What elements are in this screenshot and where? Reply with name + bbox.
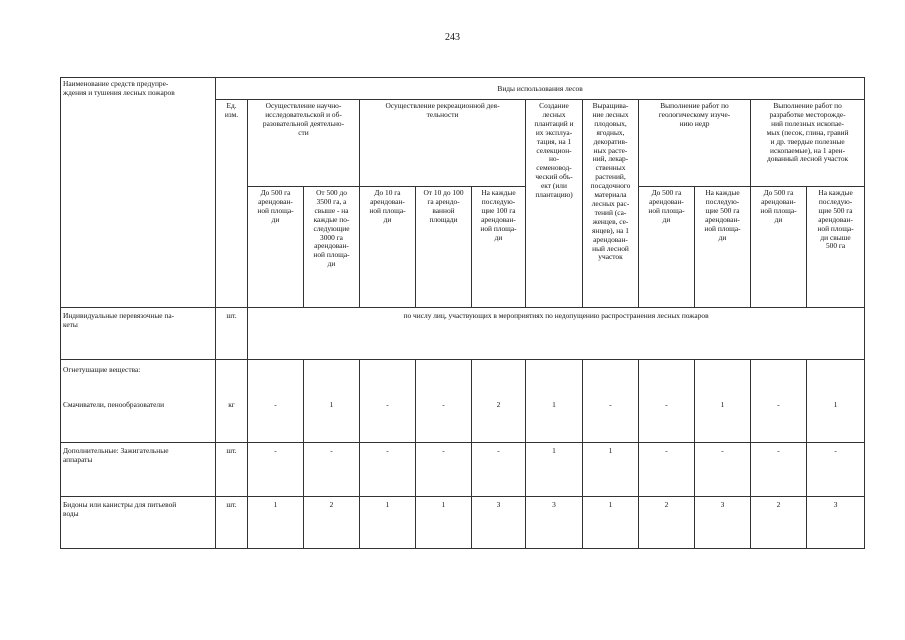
subcol-geology-1: До 500 га арендован- ной площа- ди <box>639 187 695 308</box>
row-packages-merged: по числу лиц, участвующих в мероприятиях по недопущению распространения лесных пожаров <box>248 308 865 360</box>
subcol-geology-2: На каждые последую- щие 500 га арендован- ной площа- ди <box>695 187 751 308</box>
table-cell: - <box>360 360 416 443</box>
subcol-recreation-2: От 10 до 100 га арендо- ванной площади <box>416 187 472 308</box>
page-number: 243 <box>445 32 460 43</box>
table-cell: 2 <box>472 360 526 443</box>
table-cell: 3 <box>807 497 865 549</box>
row-wetting-name <box>61 360 216 443</box>
header-group-research: Осуществление научно- исследовательской и об- разовательной деятельно- сти <box>248 100 360 187</box>
subcol-recreation-3: На каждые последую- щие 100 га арендован- ной площа- ди <box>472 187 526 308</box>
table-cell: 1 <box>526 360 583 443</box>
table-cell: 1 <box>304 360 360 443</box>
subcol-research-1: До 500 га арендован- ной площа- ди <box>248 187 304 308</box>
table-cell: 1 <box>526 443 583 497</box>
subcol-mining-1: До 500 га арендован- ной площа- ди <box>751 187 807 308</box>
table-cell: 1 <box>695 360 751 443</box>
table-cell: 1 <box>583 443 639 497</box>
table-cell: - <box>639 360 695 443</box>
table-cell: 2 <box>639 497 695 549</box>
header-group-recreation: Осуществление рекреационной дея- тельности <box>360 100 526 187</box>
table-cell: - <box>695 443 751 497</box>
table-cell: 3 <box>695 497 751 549</box>
table-cell: - <box>416 360 472 443</box>
header-group-mining: Выполнение работ по разработке месторожде- ний полезных ископае- мых (песок, глина, гравий и др. твердые полезные ископаемые), на 1 арен- дованный лесной участок <box>751 100 865 187</box>
table-cell: - <box>304 443 360 497</box>
row-packages-name: Индивидуальные перевязочные па- кеты <box>61 308 216 360</box>
header-group-title: Виды использования лесов <box>216 78 865 100</box>
header-group-plantations: Создание лесных плантаций и их эксплуа- тация, на 1 селекцион- но- семеновод- ческий объ- ект (или плантацию) <box>526 100 583 308</box>
table-cell: - <box>751 360 807 443</box>
table-cell: - <box>583 360 639 443</box>
table-cell: 3 <box>472 497 526 549</box>
header-unit-col: Ед. изм. <box>216 100 248 308</box>
header-group-growing: Выращива- ние лесных плодовых, ягодных, декоратив- ных расте- ний, лекар- ственных растений, посадочного материала лесных рас- тений (са- женцев, се- янцев), на 1 арендован- ный лесной участок <box>583 100 639 308</box>
row-packages-unit: шт. <box>216 308 248 360</box>
table-cell: - <box>416 443 472 497</box>
subcol-mining-2: На каждые последую- щие 500 га арендован- ной площа- ди свыше 500 га <box>807 187 865 308</box>
table-cell: - <box>472 443 526 497</box>
table-cell: - <box>360 443 416 497</box>
extinguishing-heading: Огнетушащие вещества: <box>63 365 141 374</box>
table-cell: - <box>639 443 695 497</box>
table-cell: 1 <box>583 497 639 549</box>
table-cell: 2 <box>304 497 360 549</box>
table-cell: - <box>248 443 304 497</box>
header-name-col: Наименование средств предупре- ждения и тушения лесных пожаров <box>61 78 216 308</box>
row-cans-unit: шт. <box>216 497 248 549</box>
row-wetting-unit: кг <box>216 360 248 443</box>
wetting-label: Смачиватели, пенообразователи <box>63 399 165 409</box>
table-cell: 2 <box>751 497 807 549</box>
row-cans-name: Бидоны или канистры для питьевой воды <box>61 497 216 549</box>
table-cell: 1 <box>248 497 304 549</box>
table-cell: - <box>248 360 304 443</box>
table-cell: 1 <box>360 497 416 549</box>
row-ignition-unit: шт. <box>216 443 248 497</box>
table-cell: 1 <box>416 497 472 549</box>
table-cell: 1 <box>807 360 865 443</box>
resource-table <box>60 77 865 549</box>
subcol-recreation-1: До 10 га арендован- ной площа- ди <box>360 187 416 308</box>
table-cell: 3 <box>526 497 583 549</box>
table-cell: - <box>807 443 865 497</box>
table-cell: - <box>751 443 807 497</box>
subcol-research-2: От 500 до 3500 га, а свыше - на каждые по- следующие 3000 га арендован- ной площа- ди <box>304 187 360 308</box>
header-group-geology: Выполнение работ по геологическому изуче- нию недр <box>639 100 751 187</box>
row-ignition-name: Дополнительные: Зажигательные аппараты <box>61 443 216 497</box>
